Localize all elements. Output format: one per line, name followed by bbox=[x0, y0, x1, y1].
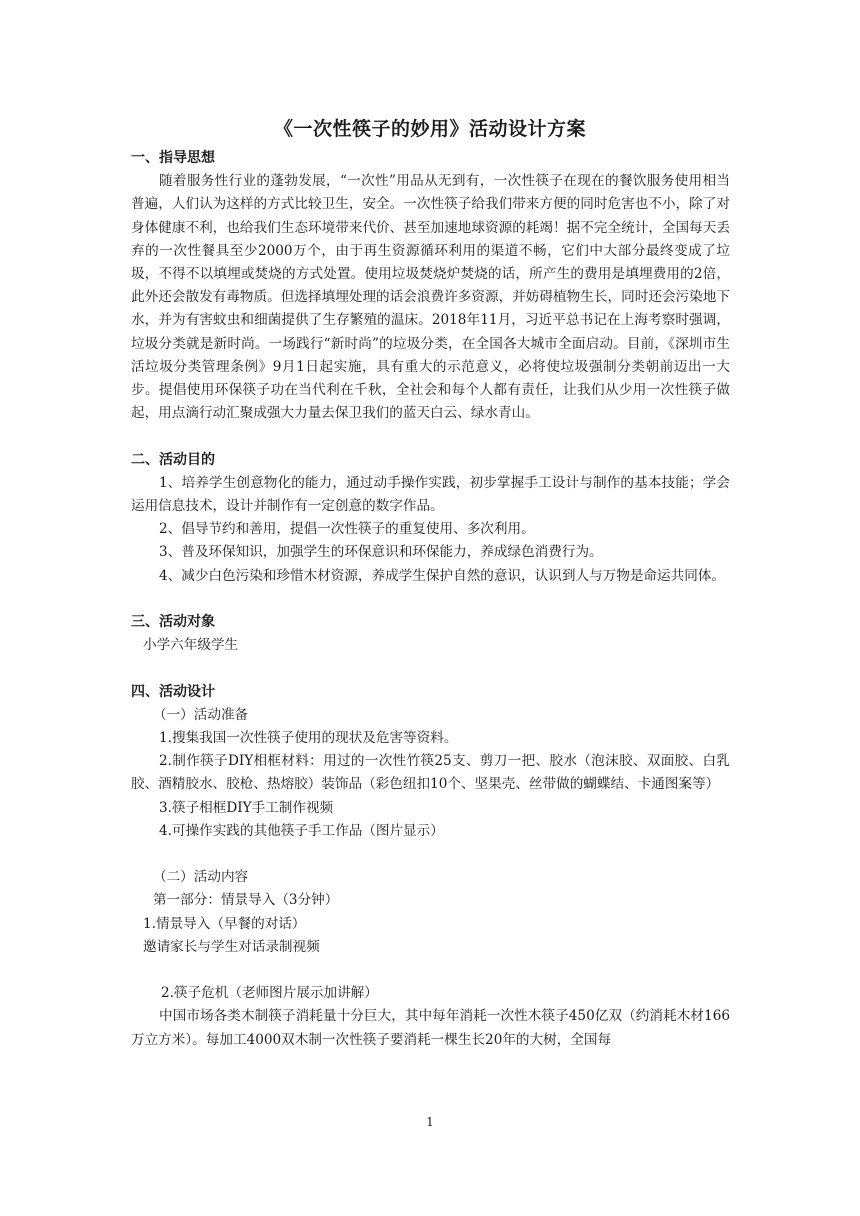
section-heading-activity-target: 三、活动对象 bbox=[131, 614, 215, 631]
preparation-item: 2.制作筷子DIY相框材料：用过的一次性竹筷25支、剪刀一把、胶水（泡沫胶、双面胶、白乳胶、酒精胶水、胶枪、热熔胶）装饰品（彩色纽扣10个、坚果壳、丝带做的蝴蝶结、卡通图案等） bbox=[131, 753, 730, 793]
preparation-item: 4.可操作实践的其他筷子手工作品（图片显示） bbox=[159, 822, 444, 839]
preparation-item: 1.搜集我国一次性筷子使用的现状及危害等资料。 bbox=[159, 730, 458, 747]
subsection-title-content: （二）活动内容 bbox=[153, 869, 249, 886]
subsection-title-preparation: （一）活动准备 bbox=[153, 706, 249, 723]
document-title: 《一次性筷子的妙用》活动设计方案 bbox=[273, 118, 586, 140]
step-one-title: 1.情景导入（早餐的对话） bbox=[143, 915, 306, 932]
guiding-ideology-paragraph: 随着服务性行业的蓬勃发展，“一次性”用品从无到有，一次性筷子在现在的餐饮服务使用相当普遍，人们认为这样的方式比较卫生，安全。一次性筷子给我们带来方便的同时危害也不小，除了对身体健康不利，也给我们生态环境带来代价、甚至加速地球资源的耗竭！据不完全统计，全国每天丢弃的一次性餐具至少2000万个，由于再生资源循环利用的渠道不畅，它们中大部分最终变成了垃圾，不得不以填埋或焚烧的方式处置。使用垃圾焚烧炉焚烧的话，所产生的费用是填埋费用的2倍，此外还会散发有毒物质。但选择填埋处理的话会浪费许多资源，并妨碍植物生长，同时还会污染地下水，并为有害蚊虫和细菌提供了生存繁殖的温床。2018年11月，习近平总书记在上海考察时强调，垃圾分类就是新时尚。一场践行“新时尚”的垃圾分类，在全国各大城市全面启动。目前，《深圳市生活垃圾分类管理条例》9月1日起实施，具有重大的示范意义，必将使垃圾强制分类朝前迈出一大步。提倡使用环保筷子功在当代利在千秋，全社会和每个人都有责任，让我们从少用一次性筷子做起，用点滴行动汇聚成强大力量去保卫我们的蓝天白云、绿水青山。 bbox=[131, 173, 730, 422]
section-heading-activity-goals: 二、活动目的 bbox=[131, 451, 215, 468]
part-one-title: 第一部分：情景导入（3分钟） bbox=[153, 892, 339, 909]
goal-item: 4、减少白色污染和珍惜木材资源，养成学生保护自然的意识，认识到人与万物是命运共同体。 bbox=[159, 567, 725, 584]
page-number: 1 bbox=[426, 1115, 434, 1129]
step-two-paragraph: 中国市场各类木制筷子消耗量十分巨大，其中每年消耗一次性木筷子450亿双（约消耗木材166万立方米）。每加工4000双木制一次性筷子要消耗一棵生长20年的大树，全国每 bbox=[131, 1008, 730, 1048]
activity-target-text: 小学六年级学生 bbox=[143, 637, 239, 654]
goal-item: 1、培养学生创意物化的能力，通过动手操作实践，初步掌握手工设计与制作的基本技能；学会运用信息技术，设计并制作有一定创意的数字作品。 bbox=[131, 474, 730, 515]
preparation-item: 3.筷子相框DIY手工制作视频 bbox=[159, 799, 334, 816]
step-one-description: 邀请家长与学生对话录制视频 bbox=[143, 938, 320, 955]
step-two-title: 2.筷子危机（老师图片展示加讲解） bbox=[161, 985, 378, 1002]
document-body bbox=[131, 147, 730, 1052]
section-heading-activity-design: 四、活动设计 bbox=[131, 683, 215, 700]
goal-item: 2、倡导节约和善用，提倡一次性筷子的重复使用、多次利用。 bbox=[159, 521, 535, 538]
section-heading-guiding-ideology: 一、指导思想 bbox=[131, 150, 215, 166]
goal-item: 3、普及环保知识，加强学生的环保意识和环保能力，养成绿色消费行为。 bbox=[159, 544, 603, 561]
